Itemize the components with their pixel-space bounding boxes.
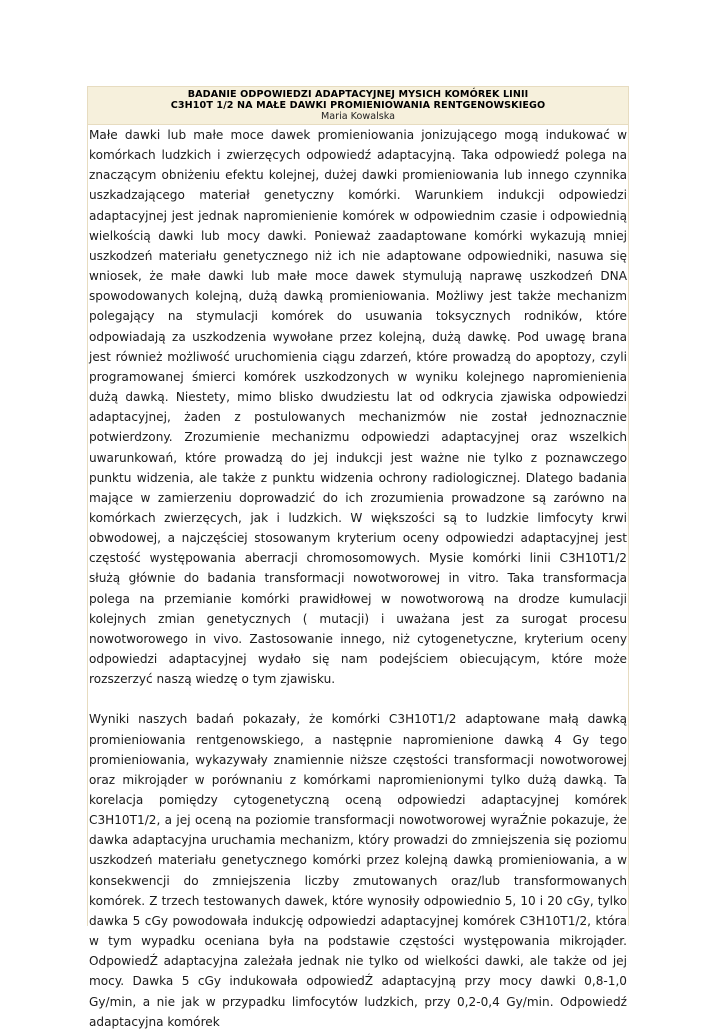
author-name: Maria Kowalska <box>320 111 396 122</box>
paragraph-1: Małe dawki lub małe moce dawek promieniowania jonizującego mogą indukować w komórkach ludzkich i zwierzęcych odpowiedź adaptacyjną. Taka odpowiedź polega na znaczącym obniżeniu efektu kolejnej, dużej dawki promieniowania lub innego czynnika uszkadzającego materiał genetyczny komórki. Warunkiem indukcji odpowiedzi adaptacyjnej jest jednak napromienienie komórek w odpowiednim czasie i odpowiednią wielkością dawki lub mocy dawki. Ponieważ zaadaptowane komórki wykazują mniej uszkodzeń materiału genetycznego niż ich nie adaptowane odpowiedniki, nasuwa się wniosek, że małe dawki lub małe moce dawek stymulują naprawę uszkodzeń DNA spowodowanych kolejną, dużą dawką promieniowania. Możliwy jest także mechanizm polegający na stymulacji komórek do usuwania toksycznych rodników, które odpowiadają za uszkodzenia wywołane przez kolejną, dużą dawkę. Pod uwagę brana jest również możliwość uruchomienia ciągu zdarzeń, które prowadzą do apoptozy, czyli programowanej śmierci komórek uszkodzonych w wyniku kolejnego napromienienia dużą dawką. Niestety, mimo blisko dwudziestu lat od odkrycia zjawiska odpowiedzi adaptacyjnej, żaden z postulowanych mechanizmów nie został jednoznacznie potwierdzony. Zrozumienie mechanizmu odpowiedzi adaptacyjnej oraz wszelkich uwarunkowań, które prowadzą do jej indukcji jest ważne nie tylko z poznawczego punktu widzenia, ale także z punktu widzenia ochrony radiologicznej. Dlatego badania mające w zamierzeniu doprowadzić do ich zrozumienia prowadzone są zarówno na komórkach zwierzęcych, jak i ludzkich. W większości są to ludzkie limfocyty krwi obwodowej, a najczęściej stosowanym kryterium oceny odpowiedzi adaptacyjnej jest częstość występowania aberracji chromosomowych. Mysie komórki linii C3H10T1/2 służą głównie do badania transformacji nowotworowej in vitro. Taka transformacja polega na przemianie komórki prawidłowej w nowotworową na drodze kumulacji kolejnych zmian genetycznych ( mutacji) i uważana jest za surogat procesu nowotworowego in vivo. Zastosowanie innego, niż cytogenetyczne, kryterium oceny odpowiedzi adaptacyjnej wydało się nam podejściem obiecującym, które może rozszerzyć naszą wiedzę o tym zjawisku. <box>89 128 627 687</box>
document-body <box>88 125 628 1032</box>
document-title-line-2: C3H10T 1/2 NA MAŁE DAWKI PROMIENIOWANIA RENTGENOWSKIEGO <box>170 100 546 111</box>
document-title-line-1: BADANIE ODPOWIEDZI ADAPTACYJNEJ MYSICH KOMÓREK LINII <box>187 89 529 100</box>
paragraph-2: Wyniki naszych badań pokazały, że komórki C3H10T1/2 adaptowane małą dawką promieniowania rentgenowskiego, a następnie napromienione dawką 4 Gy tego promieniowania, wykazywały znamiennie niższe częstości transformacji nowotworowej oraz mikrojąder w porównaniu z komórkami napromienionymi tylko dużą dawką. Ta korelacja pomiędzy cytogenetyczną oceną odpowiedzi adaptacyjnej komórek C3H10T1/2, a jej oceną na poziomie transformacji nowotworowej wyraŹnie pokazuje, że dawka adaptacyjna uruchamia mechanizm, który prowadzi do zmniejszenia się poziomu uszkodzeń materiału genetycznego komórki przez kolejną dawką promieniowania, a w konsekwencji do zmniejszenia liczby zmutowanych oraz/lub transformowanych komórek. Z trzech testowanych dawek, które wynosiły odpowiednio 5, 10 i 20 cGy, tylko dawka 5 cGy powodowała indukcję odpowiedzi adaptacyjnej komórek C3H10T1/2, która w tym wypadku oceniana była na podstawie częstości występowania mikrojąder. OdpowiedŹ adaptacyjna zależała jednak nie tylko od wielkości dawki, ale także od jej mocy. Dawka 5 cGy indukowała odpowiedŹ adaptacyjną przy mocy dawki 0,8-1,0 Gy/min, a nie jak w przypadku limfocytów ludzkich, przy 0,2-0,4 Gy/min. Odpowiedź adaptacyjna komórek <box>89 712 627 1029</box>
document-page <box>87 86 629 1029</box>
document-header <box>88 86 628 125</box>
